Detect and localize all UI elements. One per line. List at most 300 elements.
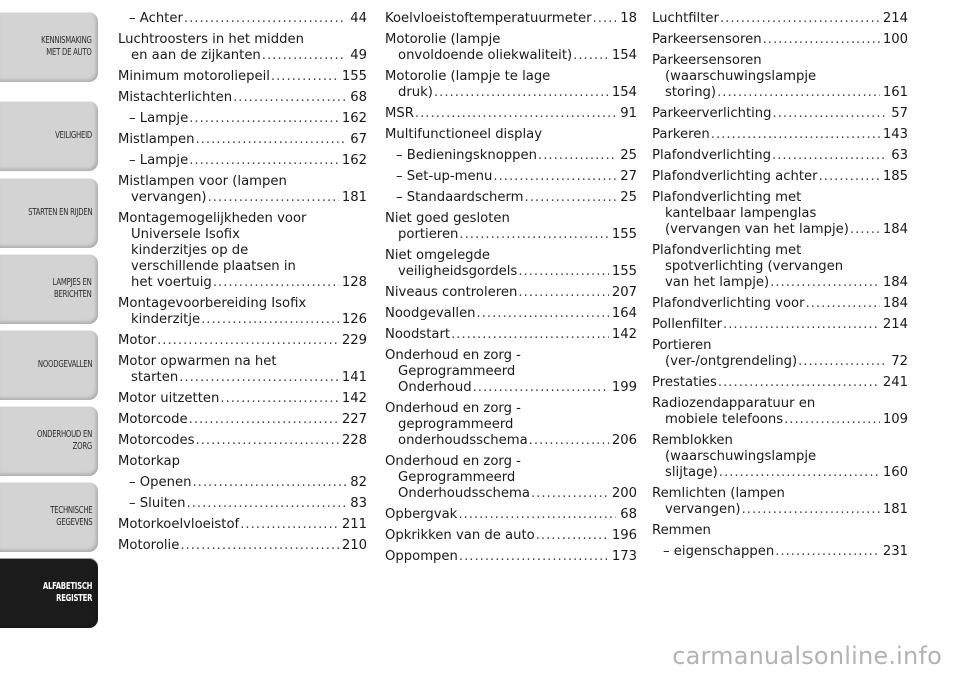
index-entry[interactable]	[652, 375, 908, 391]
dot-leader	[718, 375, 880, 391]
entry-line	[118, 48, 367, 64]
page-number[interactable]: 82	[350, 475, 367, 490]
section-tab-label: VEILIGHEID	[55, 130, 92, 141]
entry-text: portieren	[398, 227, 459, 242]
index-entry[interactable]	[118, 296, 367, 328]
dot-leader	[770, 275, 880, 291]
page-number[interactable]: 181	[882, 502, 908, 517]
index-entry[interactable]	[385, 528, 637, 544]
index-entry[interactable]	[118, 11, 367, 27]
index-entry[interactable]	[385, 454, 637, 502]
page-number[interactable]: 109	[882, 412, 908, 427]
entry-line	[118, 370, 367, 386]
entry-line	[385, 48, 637, 64]
entry-line	[652, 85, 908, 101]
dot-leader	[720, 11, 880, 27]
entry-heading: Onderhoud en zorg -	[385, 401, 521, 416]
entry-text: het voertuig	[131, 275, 212, 290]
entry-text: Plafondverlichting	[652, 148, 771, 163]
entry-line	[652, 354, 908, 370]
page-number[interactable]: 164	[611, 306, 637, 321]
entry-line	[652, 465, 908, 481]
entry-text: Onderhoudsschema	[398, 486, 530, 501]
index-entry[interactable]	[118, 174, 367, 206]
page-number[interactable]: 161	[882, 85, 908, 100]
entry-line	[118, 433, 367, 449]
page-number[interactable]: 184	[882, 222, 908, 237]
entry-line	[385, 227, 637, 243]
index-column-3	[652, 11, 908, 565]
entry-text: – Set-up-menu	[396, 169, 493, 184]
index-entry[interactable]	[385, 106, 637, 122]
entry-text: Onderhoud	[398, 380, 472, 395]
dot-leader	[773, 106, 887, 122]
page-number[interactable]: 207	[611, 285, 637, 300]
dot-leader	[180, 538, 339, 554]
index-entry[interactable]	[385, 211, 637, 243]
dot-leader	[711, 127, 880, 143]
entry-line	[385, 549, 637, 565]
entry-heading: Multifunctioneel display	[385, 127, 543, 142]
dot-leader	[493, 169, 616, 185]
dot-leader	[157, 333, 339, 349]
entry-text: onvoldoende oliekwaliteit)	[398, 48, 573, 63]
entry-text: – Lampje	[129, 111, 189, 126]
dot-leader	[784, 412, 880, 428]
entry-text: Motor uitzetten	[118, 391, 220, 406]
dot-leader	[473, 380, 609, 396]
entry-text: – Standaardscherm	[396, 190, 524, 205]
page-number[interactable]: 126	[341, 312, 367, 327]
page-number[interactable]: 229	[341, 333, 367, 348]
entry-line	[652, 296, 908, 312]
index-entry[interactable]	[118, 538, 367, 554]
dot-leader	[742, 502, 880, 518]
page-number[interactable]: 44	[350, 11, 367, 26]
page-number[interactable]: 206	[611, 433, 637, 448]
dot-leader	[772, 148, 887, 164]
dot-leader	[208, 190, 339, 206]
index-entry[interactable]	[118, 354, 367, 386]
index-entry[interactable]	[385, 69, 637, 101]
index-entry[interactable]	[118, 111, 367, 127]
dot-leader	[196, 132, 346, 148]
dot-leader	[529, 433, 609, 449]
index-entry[interactable]	[385, 148, 637, 164]
index-entry[interactable]	[385, 327, 637, 343]
index-entry[interactable]	[652, 11, 908, 27]
entry-text: van het lampje)	[665, 275, 770, 290]
entry-text: Parkeren	[652, 127, 710, 142]
page-number[interactable]: 196	[611, 528, 637, 543]
page-number[interactable]: 200	[611, 486, 637, 501]
entry-text: Parkeerverlichting	[652, 106, 772, 121]
entry-text: Pollenfilter	[652, 317, 723, 332]
dot-leader	[723, 317, 880, 333]
page-number[interactable]: 25	[620, 148, 637, 163]
page-number[interactable]: 91	[620, 106, 637, 121]
entry-text: (ver-/ontgrendeling)	[665, 354, 798, 369]
index-entry[interactable]	[385, 127, 637, 143]
entry-text: – Bedieningsknoppen	[396, 148, 537, 163]
page-number[interactable]: 184	[882, 275, 908, 290]
entry-heading: Onderhoud en zorg -	[385, 454, 521, 469]
entry-heading: Motor opwarmen na het	[118, 354, 277, 369]
dot-leader	[233, 90, 346, 106]
entry-text: onderhoudsschema	[398, 433, 528, 448]
entry-heading: Radiozendapparatuur en	[652, 396, 816, 411]
entry-heading: Montagemogelijkheden voor	[118, 211, 307, 226]
entry-continuation: kantelbaar lampenglas	[665, 206, 817, 221]
entry-heading: Niet omgelegde	[385, 248, 491, 263]
entry-heading: Remlichten (lampen	[652, 486, 785, 501]
entry-continuation: Geprogrammeerd	[398, 470, 516, 485]
section-tab-2[interactable]	[0, 101, 98, 171]
entry-text: Prestaties	[652, 375, 717, 390]
page-number[interactable]: 68	[350, 90, 367, 105]
page-number[interactable]: 184	[882, 296, 908, 311]
dot-leader	[798, 354, 887, 370]
dot-leader	[518, 285, 608, 301]
dot-leader	[240, 517, 339, 533]
entry-heading: Motorolie (lampje	[385, 32, 501, 47]
section-tab-label: TECHNISCHE GEGEVENS	[49, 505, 92, 528]
entry-text: – Openen	[129, 475, 192, 490]
entry-line	[118, 312, 367, 328]
page-number[interactable]: 49	[350, 48, 367, 63]
entry-line	[385, 327, 637, 343]
entry-line	[385, 106, 637, 122]
entry-text: Luchtfilter	[652, 11, 719, 26]
entry-text: kinderzitje	[131, 312, 201, 327]
entry-continuation: geprogrammeerd	[398, 417, 514, 432]
index-entry[interactable]	[118, 496, 367, 512]
index-entry[interactable]	[385, 306, 637, 322]
page-number[interactable]: 154	[611, 85, 637, 100]
entry-line	[652, 127, 908, 143]
entry-line	[385, 190, 637, 206]
index-entry[interactable]	[652, 169, 908, 185]
index-entry[interactable]	[385, 32, 637, 64]
page-number[interactable]: 155	[611, 227, 637, 242]
page-number[interactable]: 181	[341, 190, 367, 205]
entry-line	[385, 433, 637, 449]
dot-leader	[458, 507, 616, 523]
entry-line	[385, 85, 637, 101]
page-number[interactable]: 68	[620, 507, 637, 522]
dot-leader	[719, 465, 880, 481]
entry-text: Motorcodes	[118, 433, 195, 448]
index-entry[interactable]	[652, 127, 908, 143]
dot-leader	[434, 85, 609, 101]
index-entry[interactable]	[652, 148, 908, 164]
section-tab-6[interactable]	[0, 406, 98, 476]
entry-text: Niveaus controleren	[385, 285, 518, 300]
page-number[interactable]: 185	[882, 169, 908, 184]
dot-leader	[477, 306, 609, 322]
index-entry[interactable]	[385, 169, 637, 185]
entry-text: – eigenschappen	[663, 544, 775, 559]
entry-text: (vervangen van het lampje)	[665, 222, 849, 237]
entry-text: veiligheidsgordels	[398, 264, 518, 279]
page-number[interactable]: 173	[611, 549, 637, 564]
dot-leader	[459, 549, 609, 565]
entry-line	[118, 391, 367, 407]
entry-line	[118, 90, 367, 106]
entry-heading: Onderhoud en zorg -	[385, 348, 521, 363]
entry-line	[118, 412, 367, 428]
index-entry[interactable]	[385, 348, 637, 396]
index-column-2	[385, 11, 637, 570]
entry-line	[652, 169, 908, 185]
index-entry[interactable]	[385, 401, 637, 449]
entry-line	[385, 148, 637, 164]
dot-leader	[201, 312, 339, 328]
entry-line	[385, 169, 637, 185]
index-entry[interactable]	[652, 190, 908, 238]
page-number[interactable]: 162	[341, 153, 367, 168]
entry-line	[118, 333, 367, 349]
page-number[interactable]: 100	[882, 32, 908, 47]
index-entry[interactable]	[118, 475, 367, 491]
entry-text: Opbergvak	[385, 507, 458, 522]
entry-line	[652, 317, 908, 333]
page-number[interactable]: 143	[882, 127, 908, 142]
page-number[interactable]: 162	[341, 111, 367, 126]
watermark: carmanualsonline.info	[672, 642, 942, 670]
entry-line	[385, 486, 637, 502]
index-entry[interactable]	[385, 507, 637, 523]
page-number[interactable]: 160	[882, 465, 908, 480]
index-entry[interactable]	[385, 248, 637, 280]
entry-heading: Montagevoorbereiding Isofix	[118, 296, 307, 311]
page-number[interactable]: 25	[620, 190, 637, 205]
index-entry[interactable]	[652, 106, 908, 122]
index-entry[interactable]	[652, 53, 908, 101]
entry-text: druk)	[398, 85, 433, 100]
page-number[interactable]: 241	[882, 375, 908, 390]
index-entry[interactable]	[118, 454, 367, 470]
entry-line	[118, 153, 367, 169]
page-number[interactable]: 214	[882, 317, 908, 332]
entry-line	[118, 538, 367, 554]
entry-text: – Sluiten	[129, 496, 186, 511]
entry-line	[652, 544, 908, 560]
section-tab-7[interactable]	[0, 482, 98, 552]
dot-leader	[179, 370, 339, 386]
index-entry[interactable]	[118, 211, 367, 291]
entry-continuation: verschillende plaatsen in	[131, 259, 296, 274]
entry-text: Motor	[118, 333, 157, 348]
dot-leader	[187, 496, 347, 512]
page-number[interactable]: 72	[891, 354, 908, 369]
index-entry[interactable]	[118, 412, 367, 428]
index-entry[interactable]	[118, 517, 367, 533]
entry-line	[385, 264, 637, 280]
section-tab-1[interactable]	[0, 12, 98, 82]
entry-heading: Motorolie (lampje te lage	[385, 69, 551, 84]
entry-line	[118, 517, 367, 533]
entry-continuation: (waarschuwingslampje	[665, 449, 817, 464]
dot-leader	[518, 264, 609, 280]
entry-heading: Plafondverlichting met	[652, 190, 802, 205]
index-entry[interactable]	[652, 523, 908, 539]
page-number[interactable]: 227	[341, 412, 367, 427]
dot-leader	[451, 327, 609, 343]
dot-leader	[525, 190, 617, 206]
index-entry[interactable]	[118, 90, 367, 106]
entry-line	[652, 275, 908, 291]
dot-leader	[189, 412, 339, 428]
page-number[interactable]: 67	[350, 132, 367, 147]
entry-line	[118, 132, 367, 148]
index-entry[interactable]	[118, 433, 367, 449]
index-entry[interactable]	[385, 11, 637, 27]
entry-continuation: (waarschuwingslampje	[665, 69, 817, 84]
page-number[interactable]: 57	[891, 106, 908, 121]
entry-text: Opkrikken van de auto	[385, 528, 535, 543]
page-number[interactable]: 211	[341, 517, 367, 532]
dot-leader	[262, 48, 346, 64]
index-entry[interactable]	[118, 32, 367, 64]
entry-line	[652, 375, 908, 391]
entry-text: – Lampje	[129, 153, 189, 168]
dot-leader	[775, 544, 880, 560]
entry-text: Motorcode	[118, 412, 188, 427]
page-number[interactable]: 27	[620, 169, 637, 184]
page-number[interactable]: 18	[620, 11, 637, 26]
index-entry[interactable]	[385, 190, 637, 206]
entry-text: storing)	[665, 85, 717, 100]
page-number[interactable]: 199	[611, 380, 637, 395]
index-entry[interactable]	[652, 433, 908, 481]
entry-text: vervangen)	[665, 502, 741, 517]
page-number[interactable]: 142	[611, 327, 637, 342]
page-number[interactable]: 231	[882, 544, 908, 559]
entry-heading: Remblokken	[652, 433, 733, 448]
dot-leader	[415, 106, 616, 122]
section-tab-5[interactable]	[0, 330, 98, 400]
page-number[interactable]: 154	[611, 48, 637, 63]
page-number[interactable]: 63	[891, 148, 908, 163]
entry-text: Minimum motoroliepeil	[118, 69, 270, 84]
dot-leader	[196, 433, 339, 449]
entry-line	[385, 306, 637, 322]
entry-text: Mistlampen	[118, 132, 195, 147]
dot-leader	[459, 227, 608, 243]
dot-leader	[271, 69, 339, 85]
dot-leader	[850, 222, 880, 238]
page-number[interactable]: 155	[341, 69, 367, 84]
section-tab-4[interactable]	[0, 254, 98, 324]
dot-leader	[538, 148, 616, 164]
entry-text: Plafondverlichting achter	[652, 169, 818, 184]
entry-heading: Motorkap	[118, 454, 180, 469]
index-entry[interactable]	[118, 132, 367, 148]
page-number[interactable]: 228	[341, 433, 367, 448]
index-entry[interactable]	[652, 243, 908, 291]
index-entry[interactable]	[652, 396, 908, 428]
entry-text: Koelvloeistoftemperatuurmeter	[385, 11, 592, 26]
entry-line	[652, 502, 908, 518]
dot-leader	[189, 153, 339, 169]
entry-text: Plafondverlichting voor	[652, 296, 805, 311]
index-entry[interactable]	[385, 285, 637, 301]
entry-line	[652, 222, 908, 238]
section-tab-label: NOODGEVALLEN	[37, 359, 92, 370]
section-tab-label: ALFABETISCH REGISTER	[42, 581, 92, 604]
entry-text: Motorkoelvloeistof	[118, 517, 240, 532]
index-entry[interactable]	[652, 486, 908, 518]
page-number[interactable]: 83	[350, 496, 367, 511]
page-number[interactable]: 210	[341, 538, 367, 553]
entry-line	[652, 412, 908, 428]
entry-line	[385, 380, 637, 396]
index-entry[interactable]	[118, 391, 367, 407]
entry-line	[118, 69, 367, 85]
entry-text: Oppompen	[385, 549, 458, 564]
index-column-1	[118, 11, 367, 559]
entry-heading: Niet goed gesloten	[385, 211, 510, 226]
entry-heading: Mistlampen voor (lampen	[118, 174, 287, 189]
page-number[interactable]: 214	[882, 11, 908, 26]
entry-heading: Remmen	[652, 523, 711, 538]
page-number[interactable]: 128	[341, 275, 367, 290]
entry-heading: Parkeersensoren	[652, 53, 762, 68]
entry-text: en aan de zijkanten	[131, 48, 261, 63]
page-number[interactable]: 141	[341, 370, 367, 385]
index-entry[interactable]	[652, 338, 908, 370]
index-entry[interactable]	[118, 333, 367, 349]
dot-leader	[531, 486, 609, 502]
index-entry[interactable]	[118, 69, 367, 85]
index-entry[interactable]	[652, 317, 908, 333]
entry-line	[385, 285, 637, 301]
section-tab-3[interactable]	[0, 178, 98, 248]
entry-text: Noodgevallen	[385, 306, 476, 321]
page-number[interactable]: 142	[341, 391, 367, 406]
entry-text: Motorolie	[118, 538, 180, 553]
entry-line	[652, 32, 908, 48]
entry-line	[385, 507, 637, 523]
index-entry[interactable]	[652, 544, 908, 560]
entry-text: Parkeersensoren	[652, 32, 762, 47]
dot-leader	[593, 11, 616, 27]
section-tab-8[interactable]	[0, 558, 98, 628]
index-entry[interactable]	[652, 32, 908, 48]
entry-text: Noodstart	[385, 327, 451, 342]
dot-leader	[189, 111, 339, 127]
entry-text: – Achter	[129, 11, 183, 26]
section-tab-label: LAMPJES EN BERICHTEN	[53, 277, 92, 300]
entry-continuation: Geprogrammeerd	[398, 364, 516, 379]
page-number[interactable]: 155	[611, 264, 637, 279]
entry-line	[652, 148, 908, 164]
dot-leader	[573, 48, 609, 64]
entry-line	[385, 11, 637, 27]
index-entry[interactable]	[118, 153, 367, 169]
entry-line	[118, 11, 367, 27]
index-entry[interactable]	[652, 296, 908, 312]
entry-heading: Luchtroosters in het midden	[118, 32, 304, 47]
entry-text: starten	[131, 370, 179, 385]
entry-line	[652, 11, 908, 27]
dot-leader	[213, 275, 339, 291]
entry-heading: Plafondverlichting met	[652, 243, 802, 258]
entry-line	[118, 275, 367, 291]
index-entry[interactable]	[385, 549, 637, 565]
dot-leader	[717, 85, 880, 101]
